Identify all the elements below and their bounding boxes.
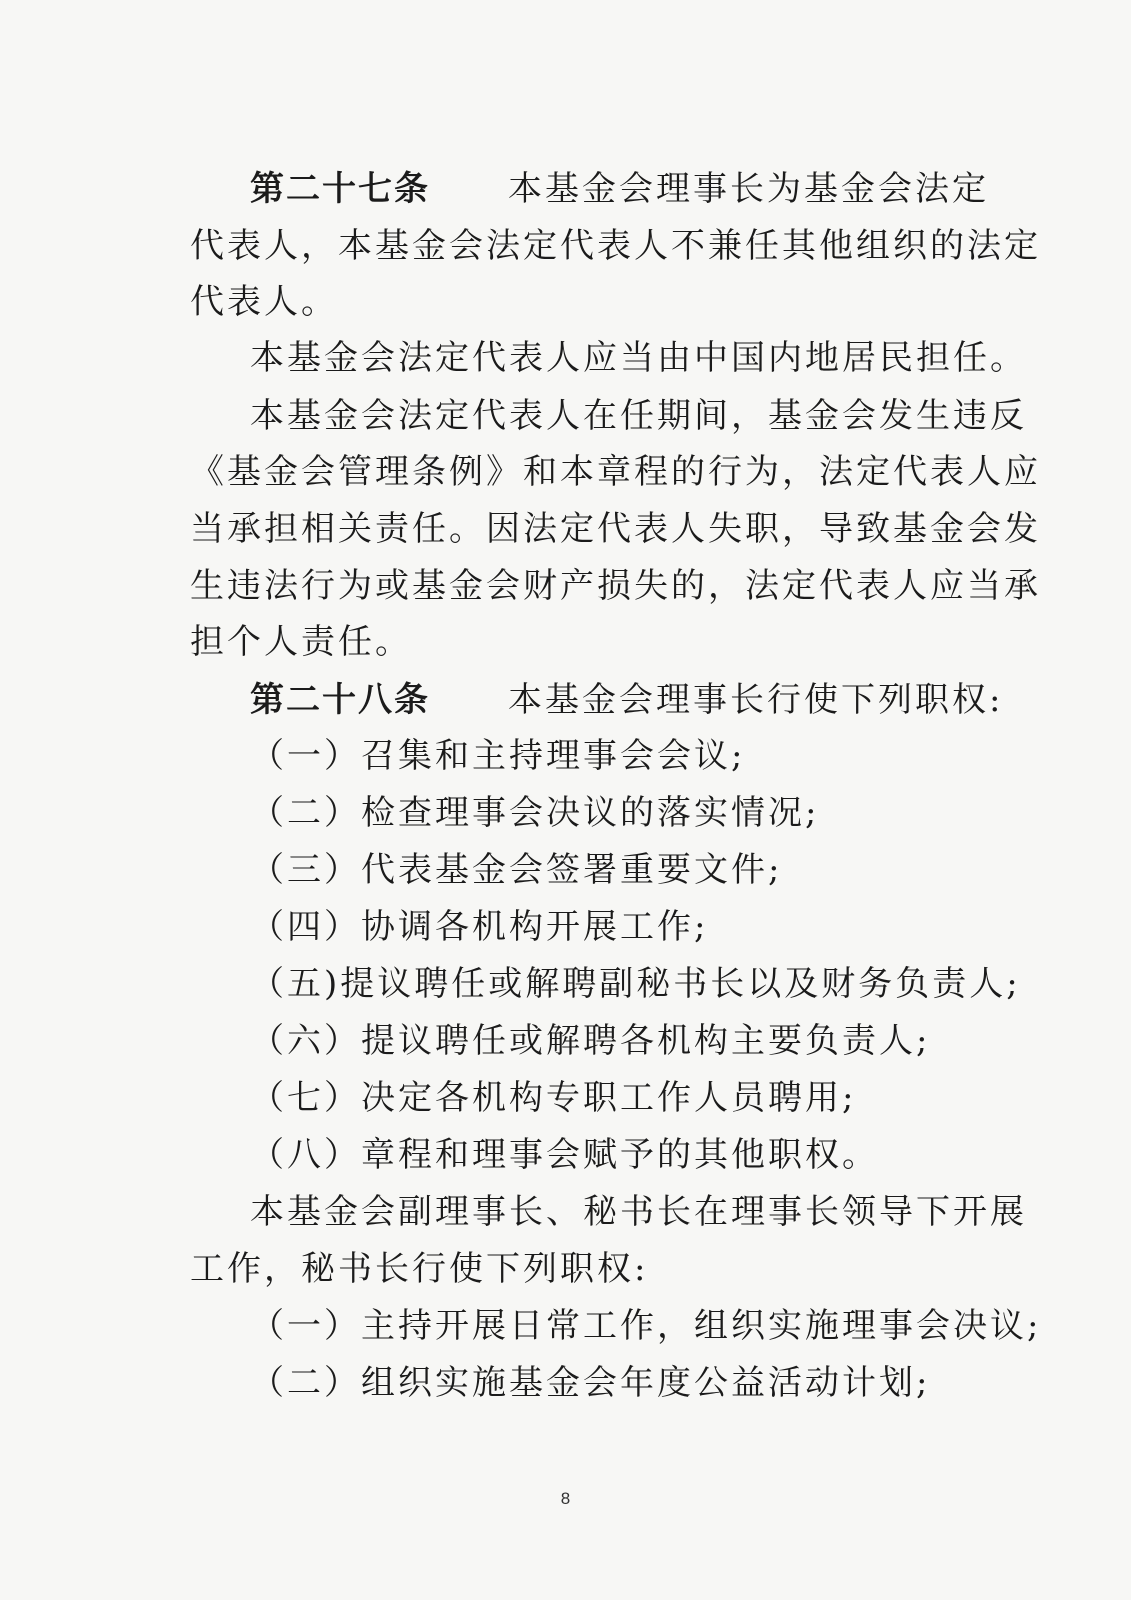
article-28-label: 第二十八条 <box>250 680 430 720</box>
list-item: （二）检查理事会决议的落实情况; <box>250 793 820 833</box>
list-item: （一）召集和主持理事会会议; <box>250 736 746 776</box>
text-line: 工作，秘书长行使下列职权: <box>190 1249 649 1289</box>
text-line: 当承担相关责任。因法定代表人失职，导致基金会发 <box>190 509 1041 549</box>
list-item: （二）组织实施基金会年度公益活动计划; <box>250 1363 931 1403</box>
article-28-text: 本基金会理事长行使下列职权: <box>508 680 1004 720</box>
article-28-heading-line <box>250 676 1004 724</box>
text-line: 代表人。 <box>190 282 338 322</box>
page-number: 8 <box>560 1489 571 1508</box>
article-27-text: 本基金会理事长为基金会法定 <box>508 169 989 209</box>
text-line: 担个人责任。 <box>190 622 412 662</box>
list-item: （五)提议聘任或解聘副秘书长以及财务负责人; <box>250 964 1021 1004</box>
list-item: （六）提议聘任或解聘各机构主要负责人; <box>250 1021 931 1061</box>
text-line: 代表人，本基金会法定代表人不兼任其他组织的法定 <box>190 226 1041 266</box>
text-line: 生违法行为或基金会财产损失的，法定代表人应当承 <box>190 566 1041 606</box>
list-item: （七）决定各机构专职工作人员聘用; <box>250 1078 857 1118</box>
article-27-label: 第二十七条 <box>250 169 430 209</box>
text-line: 《基金会管理条例》和本章程的行为，法定代表人应 <box>190 452 1041 492</box>
list-item: （八）章程和理事会赋予的其他职权。 <box>250 1135 879 1175</box>
article-27-heading-line <box>250 165 989 213</box>
text-line: 本基金会法定代表人应当由中国内地居民担任。 <box>250 338 1027 378</box>
list-item: （一）主持开展日常工作，组织实施理事会决议; <box>250 1306 1042 1346</box>
text-line: 本基金会副理事长、秘书长在理事长领导下开展 <box>250 1192 1027 1232</box>
list-item: （四）协调各机构开展工作; <box>250 907 709 947</box>
list-item: （三）代表基金会签署重要文件; <box>250 850 783 890</box>
text-line: 本基金会法定代表人在任期间，基金会发生违反 <box>250 396 1027 436</box>
